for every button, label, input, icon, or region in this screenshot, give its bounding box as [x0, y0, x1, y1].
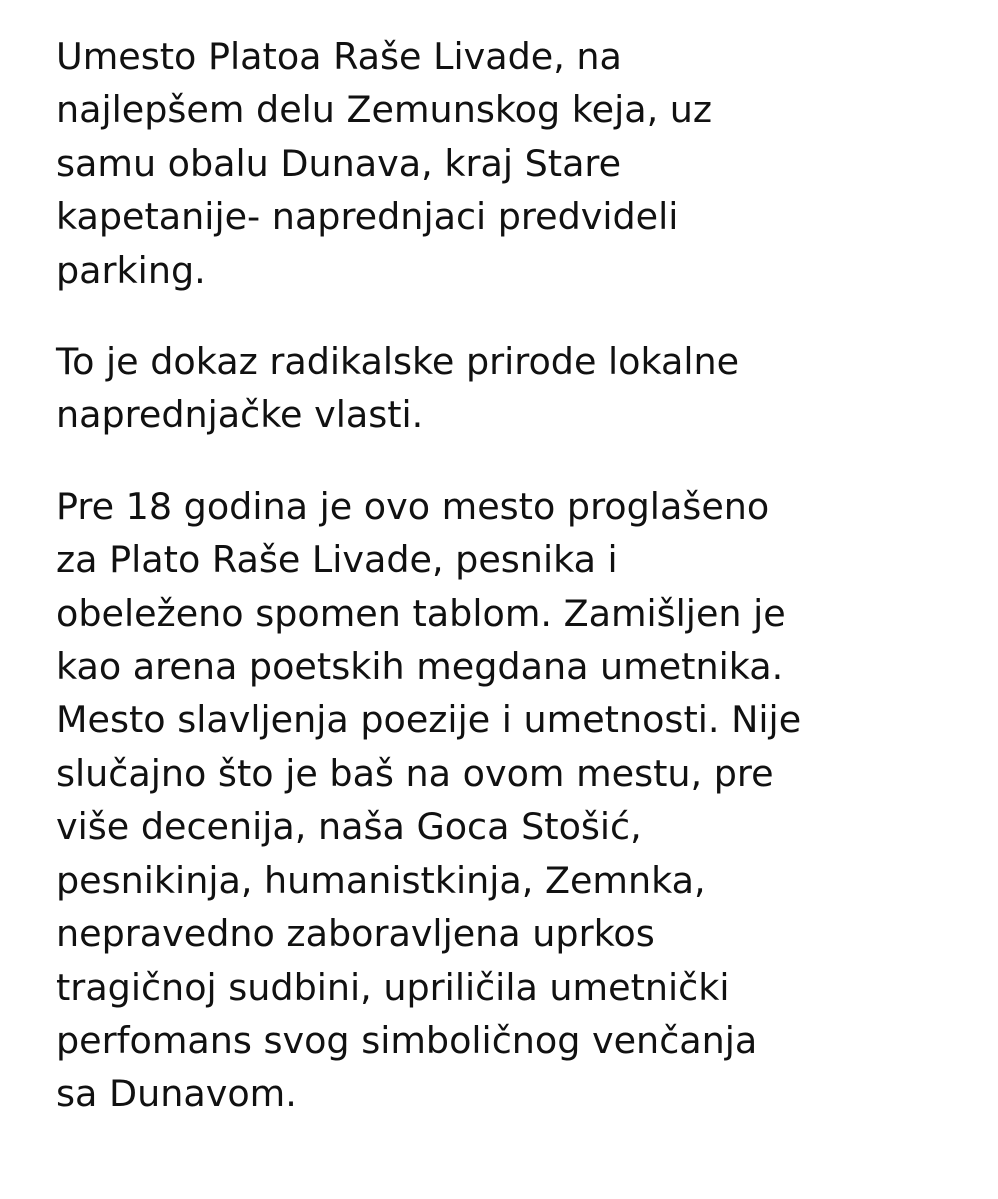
text-line: parking.	[56, 248, 206, 292]
text-line: najlepšem delu Zemunskog keja, uz	[56, 88, 713, 132]
text-line: naprednjačke vlasti.	[56, 393, 424, 437]
text-line: slučajno što je baš na ovom mestu, pre	[56, 751, 774, 795]
paragraph-1	[56, 30, 956, 297]
text-line: samu obalu Dunava, kraj Stare	[56, 141, 622, 185]
text-line: sa Dunavom.	[56, 1072, 297, 1116]
text-line: obeleženo spomen tablom. Zamišljen je	[56, 591, 786, 635]
text-line: Pre 18 godina je ovo mesto proglašeno	[56, 484, 770, 528]
text-line: Mesto slavljenja poezije i umetnosti. Nije	[56, 698, 802, 742]
paragraph-3	[56, 480, 956, 1121]
text-line: kao arena poetskih megdana umetnika.	[56, 645, 784, 689]
text-line: pesnikinja, humanistkinja, Zemnka,	[56, 858, 706, 902]
text-line: tragičnoj sudbini, upriličila umetnički	[56, 965, 730, 1009]
article-text	[56, 30, 956, 1121]
paragraph-2	[56, 335, 956, 442]
text-line: više decenija, naša Goca Stošić,	[56, 805, 642, 849]
text-line: perfomans svog simboličnog venčanja	[56, 1018, 758, 1062]
text-line: kapetanije- naprednjaci predvideli	[56, 195, 679, 239]
text-line: To je dokaz radikalske prirode lokalne	[56, 340, 740, 384]
text-line: nepravedno zaboravljena uprkos	[56, 912, 655, 956]
text-line: Umesto Platoa Raše Livade, na	[56, 35, 622, 78]
text-line: za Plato Raše Livade, pesnika i	[56, 538, 618, 582]
